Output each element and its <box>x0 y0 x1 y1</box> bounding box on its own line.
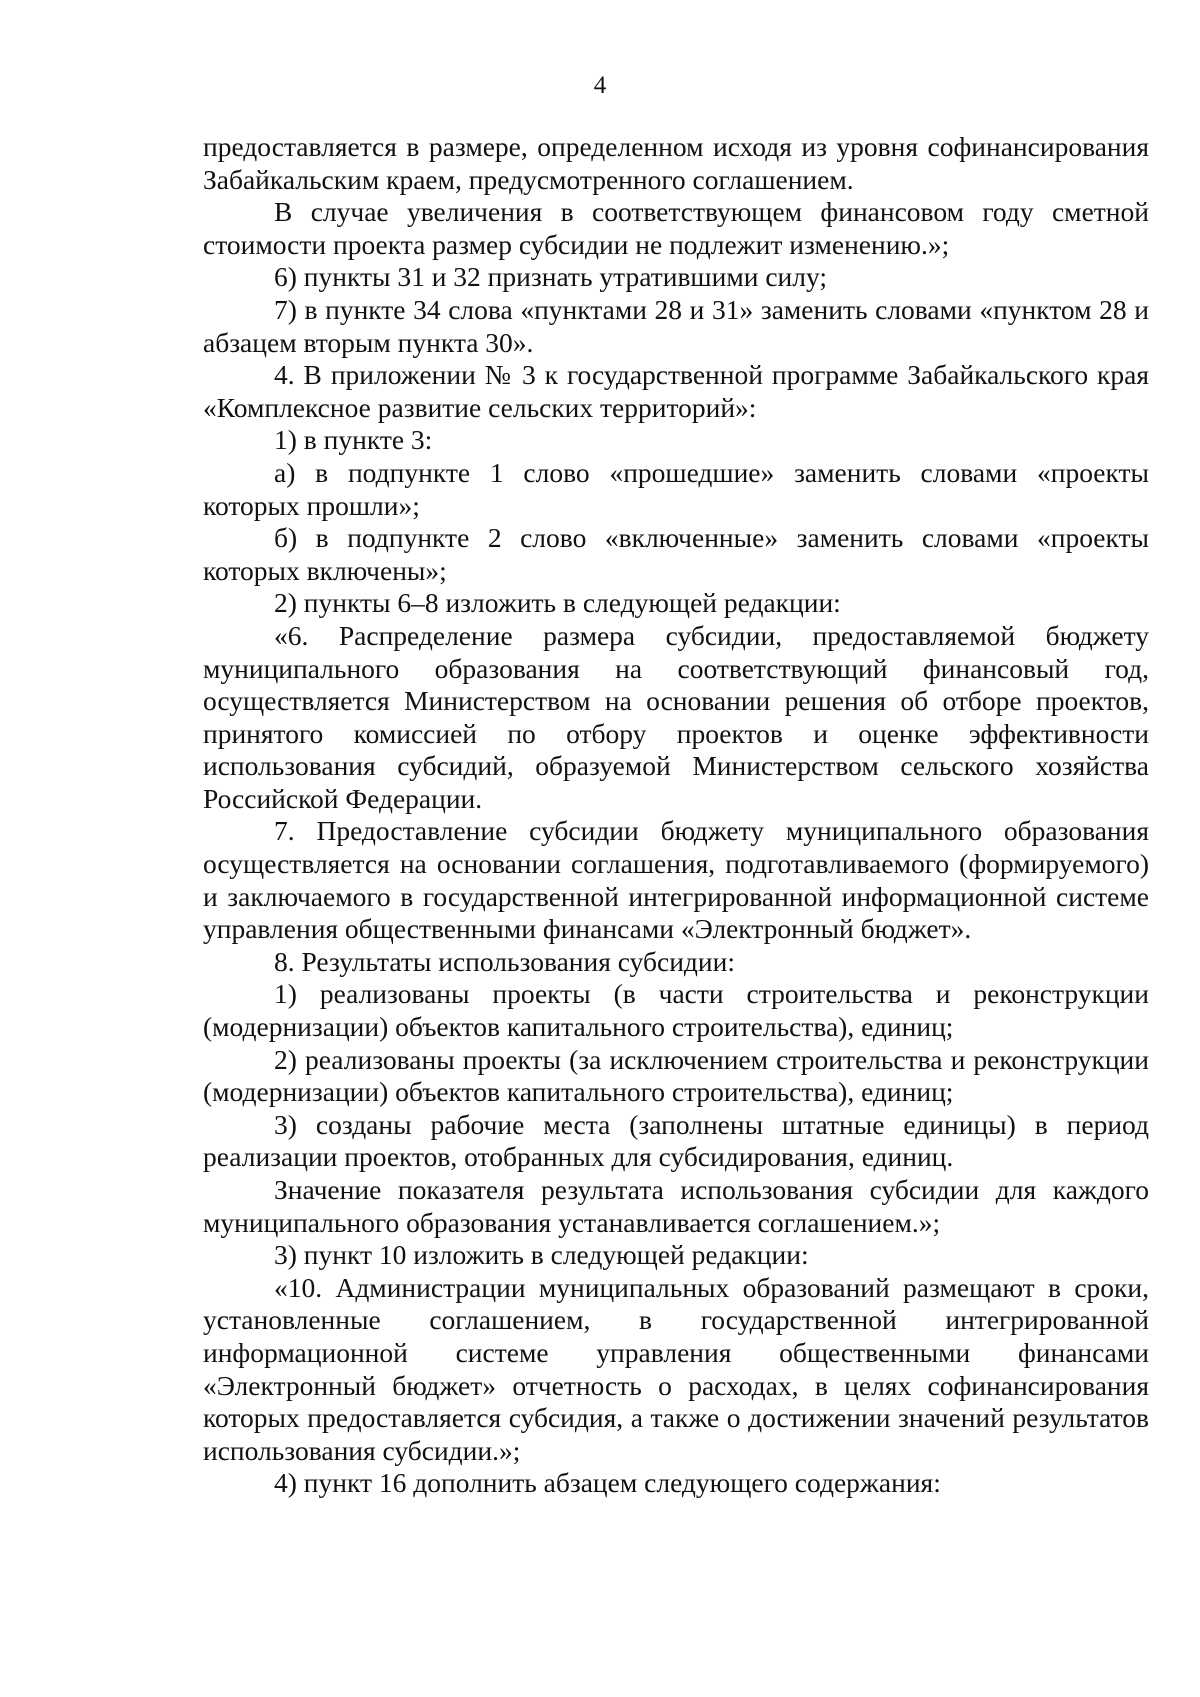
paragraph: 1) в пункте 3: <box>274 424 433 456</box>
paragraph: В случае увеличения в соответствующем финансовом году сметной стоимости проекта размер субсидии не подлежит изменению.»; <box>203 196 1149 260</box>
paragraph: 4. В приложении № 3 к государственной программе Забайкальского края «Комплексное развитие сельских территорий»: <box>203 359 1149 423</box>
page-number: 4 <box>593 72 607 99</box>
paragraph: «10. Администрации муниципальных образований размещают в сроки, установленные соглашением, в государственной интегрированной информационной системе управления общественными финансами «Электронный бюджет» отчетность о расходах, в целях софинансирования которых предоставляется субсидия, а также о достижении значений результатов использования субсидии.»; <box>203 1271 1149 1466</box>
paragraph: а) в подпункте 1 слово «прошедшие» заменить словами «проекты которых прошли»; <box>203 456 1149 521</box>
paragraph: 3) созданы рабочие места (заполнены штатные единицы) в период реализации проектов, отобранных для субсидирования, единиц. <box>203 1108 1149 1173</box>
paragraph: 2) реализованы проекты (за исключением строительства и реконструкции (модернизации) объектов капитального строительства), единиц; <box>203 1043 1149 1108</box>
paragraph: 7) в пункте 34 слова «пунктами 28 и 31» заменить словами «пунктом 28 и абзацем вторым пункта 30». <box>203 293 1149 358</box>
paragraph: 7. Предоставление субсидии бюджету муниципального образования осуществляется на основании соглашения, подготавливаемого (формируемого) и заключаемого в государственной интегрированной информационной системе управления общественными финансами «Электронный бюджет». <box>203 815 1149 945</box>
paragraph: 2) пункты 6–8 изложить в следующей редакции: <box>274 587 841 619</box>
paragraph: «6. Распределение размера субсидии, предоставляемой бюджету муниципального образования на соответствующий финансовый год, осуществляется Министерством на основании решения об отборе проектов, принятого комиссией по отбору проектов и оценке эффективности использования субсидий, образуемой Министерством сельского хозяйства Российской Федерации. <box>203 619 1149 814</box>
paragraph: 1) реализованы проекты (в части строительства и реконструкции (модернизации) объектов капитального строительства), единиц; <box>203 978 1149 1043</box>
paragraph: 8. Результаты использования субсидии: <box>274 945 735 977</box>
paragraph: предоставляется в размере, определенном исходя из уровня софинансирования Забайкальским краем, предусмотренного соглашением. <box>203 131 1149 195</box>
paragraph: 4) пункт 16 дополнить абзацем следующего содержания: <box>274 1467 941 1499</box>
paragraph: б) в подпункте 2 слово «включенные» заменить словами «проекты которых включены»; <box>203 522 1149 586</box>
document-body <box>203 131 1149 1500</box>
paragraph: 3) пункт 10 изложить в следующей редакции: <box>274 1239 809 1271</box>
paragraph: Значение показателя результата использования субсидии для каждого муниципального образования устанавливается соглашением.»; <box>203 1174 1149 1238</box>
paragraph: 6) пункты 31 и 32 признать утратившими силу; <box>274 261 827 293</box>
